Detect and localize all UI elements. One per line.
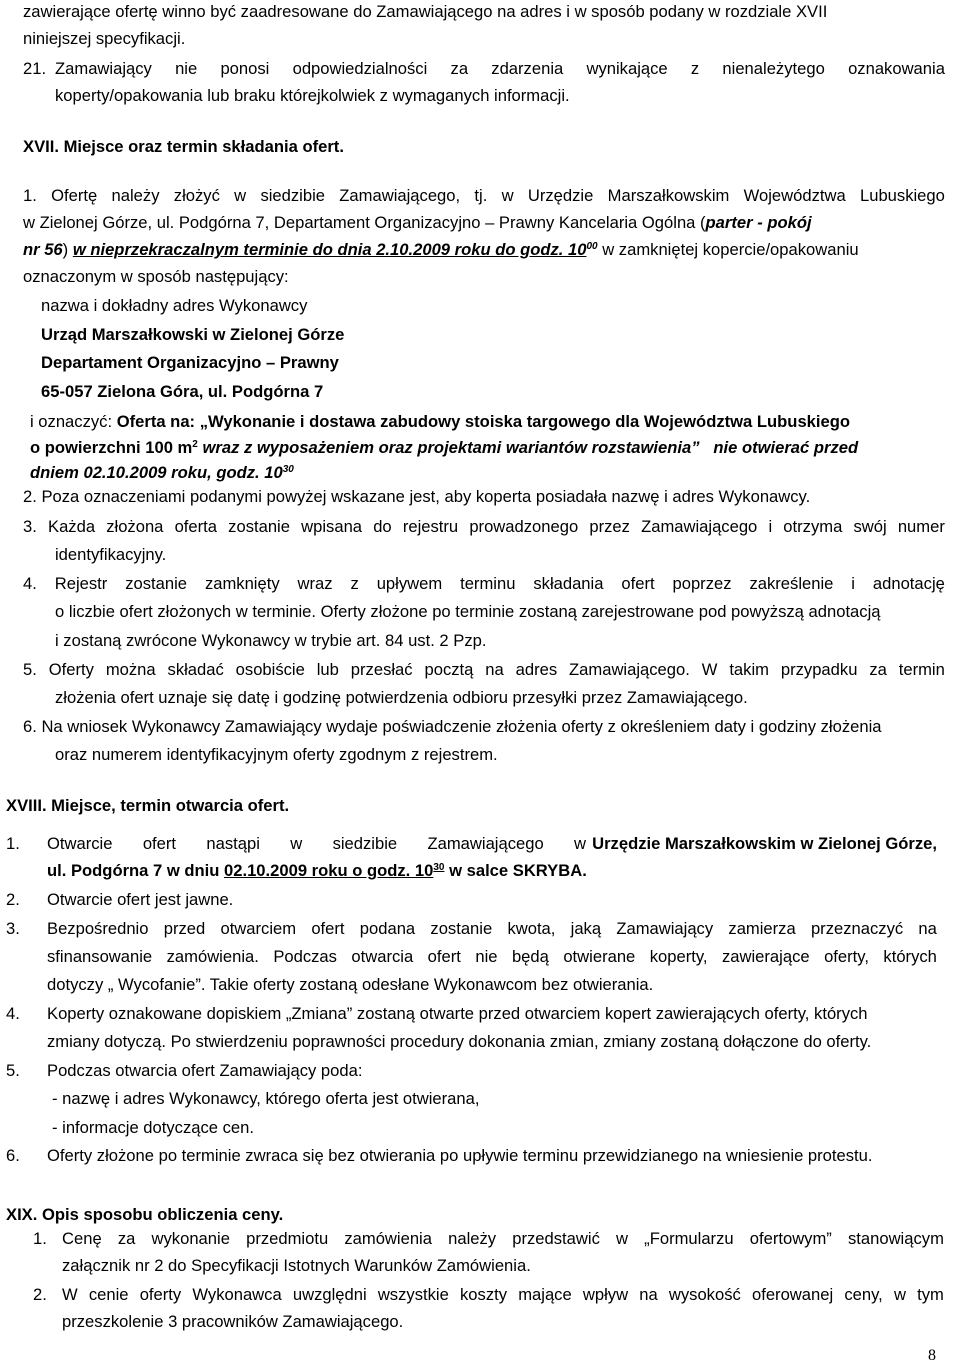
word: przesłać	[350, 660, 413, 679]
word: przez	[589, 517, 630, 536]
word: wysokość	[668, 1285, 741, 1304]
word: Cenę	[62, 1229, 102, 1248]
page-number: 8	[928, 1347, 936, 1364]
word: poprzez	[672, 574, 732, 593]
word: Lubuskiego	[859, 186, 945, 205]
xviii-item-4-line-2: zmiany dotyczą. Po stwierdzeniu poprawności procedury dokonania zmian, zmiany zostaną dołączone do oferty.	[47, 1032, 872, 1051]
word: otwarcia	[351, 947, 414, 966]
word: Zamawiającego,	[339, 186, 461, 205]
xviii-item-2: Otwarcie ofert jest jawne.	[47, 890, 234, 909]
xix-item-1-line-1	[62, 1229, 944, 1249]
word: przedmiotu	[246, 1229, 329, 1248]
word: Zamawiającego	[427, 834, 544, 853]
word: można	[105, 660, 156, 679]
word: Zamawiającego.	[569, 660, 690, 679]
word: zamówienia.	[166, 947, 259, 966]
word: zamknięty	[204, 574, 280, 593]
word: w	[501, 186, 514, 205]
word: otrzyma	[783, 517, 843, 536]
xvii-p3-line-1	[23, 517, 945, 537]
word: wszystkie	[377, 1285, 449, 1304]
xix-item-1-number: 1.	[33, 1229, 47, 1248]
section-xviii-heading: XVIII. Miejsce, termin otwarcia ofert.	[6, 796, 290, 815]
xvii-p6-line-2: oraz numerem identyfikacyjnym oferty zgodnym z rejestrem.	[55, 745, 498, 764]
word: W	[701, 660, 718, 679]
address-line-2: Departament Organizacyjno – Prawny	[41, 353, 339, 372]
point-21-line-1	[55, 59, 945, 79]
word: w	[616, 1229, 629, 1248]
xviii-item-4-number: 4.	[6, 1004, 20, 1023]
xviii-item-1-line-1: Otwarcie ofert nastąpi w siedzibie Zamawiającego w Urzędzie Marszałkowskim w Zielonej Górze,	[47, 834, 937, 853]
word: osobiście	[235, 660, 305, 679]
word: tym	[917, 1285, 944, 1304]
xviii-item-3-line-1	[47, 919, 937, 939]
marking-line-1: i oznaczyć: Oferta na: „Wykonanie i dostawa zabudowy stoiska targowego dla Województwa Lubuskiego	[30, 412, 851, 431]
word: wpisana	[301, 517, 363, 536]
word: oznakowania	[848, 59, 945, 78]
word: tj.	[474, 186, 488, 205]
word: złożona	[106, 517, 164, 536]
xviii-item-1-number: 1.	[6, 834, 20, 853]
word: w	[290, 834, 303, 853]
word: mające	[518, 1285, 572, 1304]
word: ofert	[621, 574, 655, 593]
word: wpływ	[582, 1285, 629, 1304]
word: otwarciem	[220, 919, 297, 938]
word: składania	[533, 574, 604, 593]
word: 5.	[23, 660, 37, 679]
word: oferta	[174, 517, 218, 536]
word: cenie	[88, 1285, 129, 1304]
marking-line-2: o powierzchni 100 $m^2$ wraz z wyposażeniem oraz projektami wariantów rozstawienia” nie otwierać przed	[30, 438, 859, 457]
word: koperty,	[649, 947, 708, 966]
word: terminu	[460, 574, 516, 593]
word: oferty,	[824, 947, 869, 966]
word: Podczas	[273, 947, 337, 966]
word: rejestru	[402, 517, 459, 536]
word: „Formularzu	[644, 1229, 734, 1248]
word: zawierające	[721, 947, 810, 966]
word: Rejestr	[54, 574, 108, 593]
xviii-item-5-dash-2: - informacje dotyczące cen.	[52, 1118, 254, 1137]
word: sfinansowanie	[47, 947, 153, 966]
xvii-p3-line-2: identyfikacyjny.	[55, 545, 167, 564]
word: z	[350, 574, 359, 593]
xvii-p5-line-1	[23, 660, 945, 680]
word: Województwa	[743, 186, 846, 205]
word: przypadku	[780, 660, 858, 679]
word: nie	[475, 947, 498, 966]
word: Otwarcie	[47, 834, 113, 853]
word: stanowiącym	[847, 1229, 944, 1248]
word: zostanie	[228, 517, 290, 536]
word: oferowanej	[751, 1285, 834, 1304]
xix-item-2-line-1	[62, 1285, 944, 1305]
word: W	[62, 1285, 78, 1304]
xviii-item-3-line-2	[47, 947, 937, 967]
word: pocztą	[424, 660, 474, 679]
word: numer	[897, 517, 945, 536]
xvii-p4-line-2: o liczbie ofert złożonych w terminie. Oferty złożone po terminie zostaną zarejestrowane pod powyższą adnotacją	[55, 602, 881, 621]
word: 4.	[23, 574, 37, 593]
xviii-item-3-line-3: dotyczy „ Wycofanie”. Takie oferty zostaną odesłane Wykonawcom bez otwierania.	[47, 975, 654, 994]
section-xix-heading: XIX. Opis sposobu obliczenia ceny.	[6, 1205, 284, 1224]
marking-line-3: dniem 02.10.2009 roku, godz. $10^{30}$	[30, 463, 294, 482]
word: wykonanie	[151, 1229, 230, 1248]
word: Zamawiający	[616, 919, 714, 938]
xvii-p6-line-1: 6. Na wniosek Wykonawcy Zamawiający wydaje poświadczenie złożenia oferty z określeniem daty i godziny złożenia	[23, 717, 882, 736]
word: zdarzenia	[491, 59, 564, 78]
xvii-p1-line-3: nr 56) w nieprzekraczalnym terminie do dnia 2.10.2009 roku do godz. $10^{00}$ w zamkniętej kopercie/opakowaniu	[23, 240, 859, 259]
point-21-number: 21.	[23, 59, 47, 78]
xvii-p2: 2. Poza oznaczeniami podanymi powyżej wskazane jest, aby koperta posiadała nazwę i adres Wykonawcy.	[23, 487, 811, 506]
word: lub	[316, 660, 339, 679]
xviii-item-5-number: 5.	[6, 1061, 20, 1080]
xviii-item-6-number: 6.	[6, 1146, 20, 1165]
word: ofert	[427, 947, 461, 966]
word: na	[485, 660, 504, 679]
word: koszty	[460, 1285, 508, 1304]
word: otwierane	[563, 947, 636, 966]
word: kwota,	[507, 919, 556, 938]
xix-item-1-line-2: załącznik nr 2 do Specyfikacji Istotnych Warunków Zamówienia.	[62, 1256, 531, 1275]
xvii-p4-line-1	[23, 574, 945, 594]
xviii-item-5: Podczas otwarcia ofert Zamawiający poda:	[47, 1061, 363, 1080]
word: zostanie	[430, 919, 493, 938]
word: Bezpośrednio	[47, 919, 149, 938]
word: i	[768, 517, 773, 536]
word: siedzibie	[332, 834, 398, 853]
word: i	[851, 574, 855, 593]
xvii-p1-line-1	[23, 186, 945, 206]
word: wynikające	[586, 59, 668, 78]
xvii-p1-line-2: w Zielonej Górze, ul. Podgórna 7, Departament Organizacyjno – Prawny Kancelaria Ogólna (parter - pokój	[23, 213, 812, 232]
word: których	[883, 947, 937, 966]
word: adres	[515, 660, 558, 679]
word: przedstawić	[512, 1229, 600, 1248]
word: przeznaczyć	[810, 919, 904, 938]
word: zostanie	[125, 574, 188, 593]
word: zamierza	[728, 919, 796, 938]
xix-item-2-line-2: przeszkolenie 3 pracowników Zamawiającego.	[62, 1312, 404, 1331]
xviii-item-2-number: 2.	[6, 890, 20, 909]
word: wraz	[297, 574, 333, 593]
word: zamówienia	[344, 1229, 432, 1248]
word: należy	[448, 1229, 497, 1248]
word: 1.	[23, 186, 37, 205]
word: składać	[167, 660, 224, 679]
address-label: nazwa i dokładny adres Wykonawcy	[41, 296, 308, 315]
word: ceny,	[844, 1285, 883, 1304]
word: w	[574, 834, 587, 853]
word: nie	[175, 59, 198, 78]
intro-line-1: zawierające ofertę winno być zaadresowane do Zamawiającego na adres i w sposób podany w rozdziale XVII	[23, 2, 828, 21]
word: na	[639, 1285, 658, 1304]
address-line-3: 65-057 Zielona Góra, ul. Podgórna 7	[41, 382, 324, 401]
word: Oferty	[48, 660, 94, 679]
word: Wykonawca	[192, 1285, 282, 1304]
word: ofert	[142, 834, 177, 853]
word: swój	[853, 517, 887, 536]
word: takim	[729, 660, 769, 679]
word: będą	[511, 947, 549, 966]
word: jaką	[570, 919, 602, 938]
word: złożyć	[173, 186, 220, 205]
xvii-p1-line-4: oznaczonym w sposób następujący:	[23, 267, 289, 286]
word: 3.	[23, 517, 37, 536]
word: do	[373, 517, 392, 536]
word: ofertowym”	[749, 1229, 832, 1248]
intro-line-2: niniejszej specyfikacji.	[23, 29, 186, 48]
word: adnotację	[872, 574, 945, 593]
word: zakreślenie	[749, 574, 834, 593]
word: odpowiedzialności	[292, 59, 428, 78]
word: podana	[359, 919, 416, 938]
xvii-p4-line-3: i zostaną zwrócone Wykonawcy w trybie art. 84 ust. 2 Pzp.	[55, 631, 487, 650]
word: ponosi	[220, 59, 270, 78]
point-21-line-2: koperty/opakowania lub braku którejkolwiek z wymaganych informacji.	[55, 86, 570, 105]
word: Marszałkowskim	[607, 186, 730, 205]
word: za	[869, 660, 887, 679]
word: Ofertę	[51, 186, 98, 205]
word: termin	[898, 660, 945, 679]
word: nienależytego	[722, 59, 825, 78]
word: prowadzonego	[469, 517, 579, 536]
word: z	[690, 59, 700, 78]
word: Urzędzie	[527, 186, 594, 205]
section-xvii-heading: XVII. Miejsce oraz termin składania ofert.	[23, 137, 344, 156]
xviii-item-1-line-2: ul. Podgórna 7 w dniu 02.10.2009 roku o godz. $10^{30}$ w salce SKRYBA.	[47, 861, 587, 880]
word: oferty	[139, 1285, 182, 1304]
word: należy	[111, 186, 160, 205]
word: za	[450, 59, 469, 78]
xviii-item-5-dash-1: - nazwę i adres Wykonawcy, którego oferta jest otwierana,	[52, 1089, 480, 1108]
xvii-p5-line-2: złożenia ofert uznaje się datę i godzinę potwierdzenia odbioru przesyłki przez Zamawiającego.	[55, 688, 748, 707]
xviii-item-6: Oferty złożone po terminie zwraca się bez otwierania po upływie terminu przewidzianego na wniesienie protestu.	[47, 1146, 873, 1165]
word: w	[234, 186, 247, 205]
address-line-1: Urząd Marszałkowski w Zielonej Górze	[41, 325, 345, 344]
word: za	[117, 1229, 136, 1248]
xviii-item-3-number: 3.	[6, 919, 20, 938]
xviii-item-4-line-1: Koperty oznakowane dopiskiem „Zmiana” zostaną otwarte przed otwarciem kopert zawierających oferty, których	[47, 1004, 868, 1023]
word: Zamawiającego	[641, 517, 758, 536]
word: upływem	[376, 574, 443, 593]
word: siedzibie	[260, 186, 326, 205]
word: w	[893, 1285, 906, 1304]
word: na	[918, 919, 937, 938]
xix-item-2-number: 2.	[33, 1285, 47, 1304]
word: nastąpi	[206, 834, 260, 853]
word: Każda	[48, 517, 96, 536]
word: ofert	[311, 919, 345, 938]
word: Zamawiający	[55, 59, 152, 78]
word: uwzględni	[292, 1285, 367, 1304]
word: przed	[163, 919, 206, 938]
